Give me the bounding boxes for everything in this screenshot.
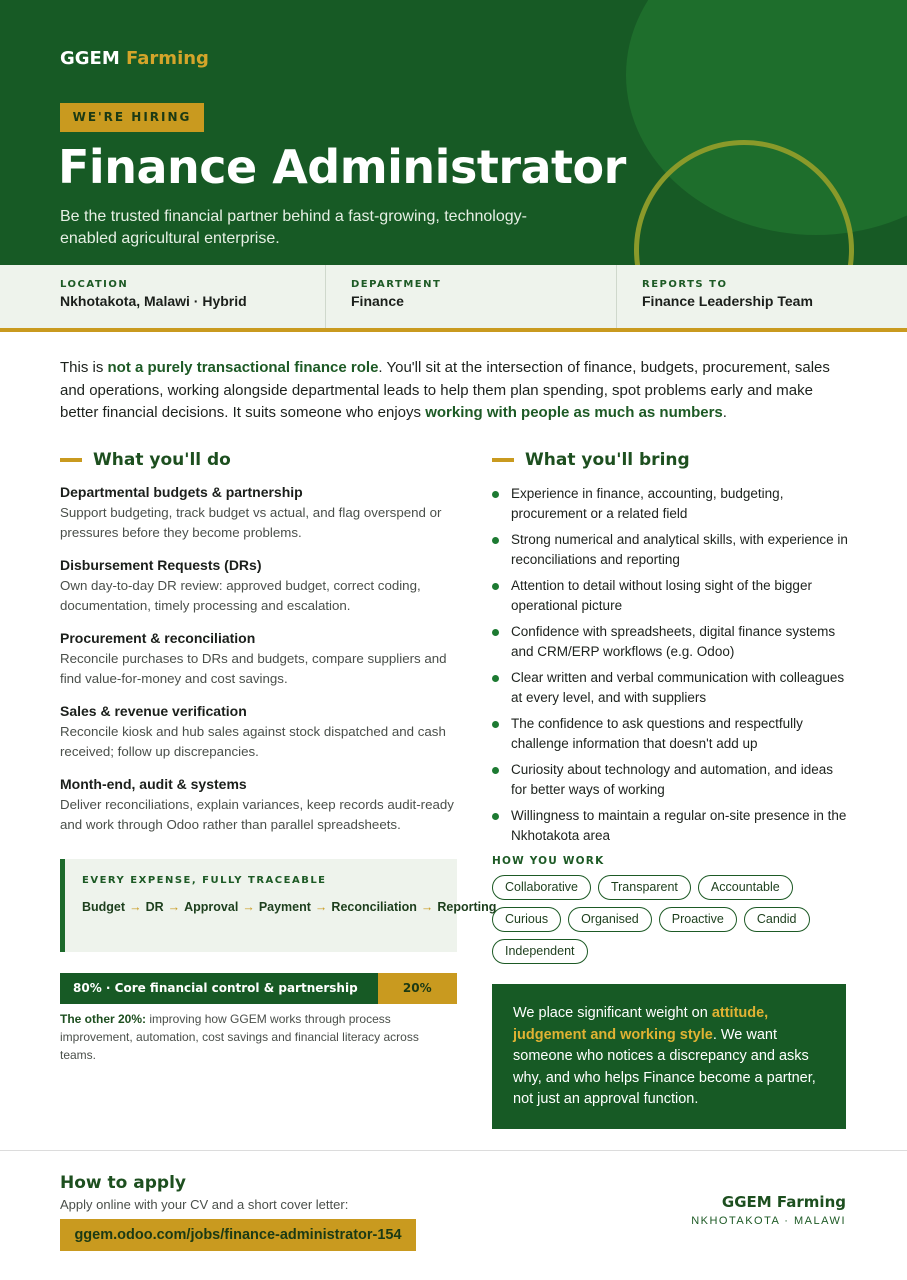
bring-heading	[492, 450, 690, 470]
arrow-icon: →	[314, 900, 328, 914]
duty-title: Month-end, audit & systems	[60, 776, 247, 792]
trait-chip: Collaborative	[492, 875, 591, 900]
bullet-icon	[492, 813, 499, 820]
intro-highlight: working with people as much as numbers	[425, 404, 723, 421]
duty-item	[60, 557, 455, 616]
traceability-label: EVERY EXPENSE, FULLY TRACEABLE	[82, 875, 327, 886]
bring-item	[492, 668, 852, 707]
flow-step: Payment	[258, 900, 311, 914]
bring-item-text: The confidence to ask questions and respectfully challenge information that doesn't add up	[511, 716, 803, 751]
bring-list	[492, 484, 852, 852]
how-you-work-chips	[492, 875, 852, 964]
trait-chip: Candid	[744, 907, 810, 932]
bullet-icon	[492, 721, 499, 728]
other-note	[60, 1010, 455, 1064]
bring-item	[492, 576, 852, 615]
duty-desc: Reconcile purchases to DRs and budgets, compare suppliers and find value-for-money and cost savings.	[60, 651, 447, 686]
split-main: 80% · Core financial control & partnership	[60, 973, 378, 1004]
intro-text: This is	[60, 359, 108, 376]
hiring-badge: WE'RE HIRING	[60, 103, 204, 132]
duty-desc: Reconcile kiosk and hub sales against stock dispatched and cash received; follow up discrepancies.	[60, 724, 446, 759]
apply-description: Apply online with your CV and a short cover letter:	[60, 1197, 349, 1212]
duties-list	[60, 484, 455, 849]
bring-item	[492, 714, 852, 753]
trait-chip: Accountable	[698, 875, 793, 900]
traceability-flow	[82, 896, 497, 918]
duty-item	[60, 703, 455, 762]
info-label: REPORTS TO	[642, 279, 728, 290]
bring-item-text: Clear written and verbal communication with colleagues at every level, and with suppliers	[511, 670, 845, 705]
trait-chip: Curious	[492, 907, 561, 932]
duty-title: Sales & revenue verification	[60, 703, 247, 719]
arrow-icon: →	[242, 900, 255, 914]
time-split-bar	[60, 973, 457, 1004]
job-subtitle: Be the trusted financial partner behind a fast-growing, technology-enabled agricultural enterprise.	[60, 208, 527, 247]
bring-heading-text: What you'll bring	[525, 450, 690, 470]
brand-accent: Farming	[126, 48, 209, 69]
trait-chip: Proactive	[659, 907, 737, 932]
bring-item	[492, 760, 852, 799]
flow-step: Budget	[82, 900, 126, 914]
callout-text: . We want someone who notices a discrepancy and asks why, and who helps Finance become a partner, not just an approval function.	[513, 1026, 816, 1107]
duty-desc: Deliver reconciliations, explain variances, keep records audit-ready and work through Odoo rather than parallel spreadsheets.	[60, 797, 454, 832]
trait-chip: Organised	[568, 907, 652, 932]
info-strip	[0, 265, 907, 332]
intro-highlight: not a purely transactional finance role	[107, 359, 379, 376]
heading-bar	[60, 458, 82, 462]
duty-desc: Support budgeting, track budget vs actual, and flag overspend or pressures before they become problems.	[60, 505, 442, 540]
arrow-icon: →	[167, 900, 181, 914]
footer-location: NKHOTAKOTA · MALAWI	[691, 1215, 846, 1227]
flow-step: Reconciliation	[331, 900, 417, 914]
bring-item	[492, 622, 852, 661]
footer-brand: GGEM Farming	[721, 1193, 846, 1211]
duty-title: Procurement & reconciliation	[60, 630, 256, 646]
duties-heading	[60, 450, 231, 470]
bring-item	[492, 484, 852, 523]
other-note-bold: The other 20%:	[60, 1012, 147, 1026]
brand-logo	[60, 48, 209, 69]
info-reports-to	[642, 265, 907, 328]
duty-item	[60, 484, 455, 543]
bullet-icon	[492, 629, 499, 636]
info-divider	[325, 265, 326, 328]
duty-title: Disbursement Requests (DRs)	[60, 557, 262, 573]
bullet-icon	[492, 537, 499, 544]
info-location	[60, 265, 325, 328]
other-note-text: improving how GGEM works through process improvement, automation, cost savings and financial literacy across teams.	[60, 1012, 419, 1062]
bullet-icon	[492, 491, 499, 498]
arrow-icon: →	[129, 900, 142, 914]
intro-text: . You'll sit at the intersection of finance, budgets, procurement, sales and operations, working alongside departmental leads to help them plan spending, spot problems early and make better financial decisions. It suits someone who enjoys	[60, 359, 830, 421]
intro-paragraph	[60, 357, 850, 425]
callout-text: We place significant weight on	[513, 1005, 712, 1021]
info-value: Nkhotakota, Malawi · Hybrid	[60, 293, 247, 309]
trait-chip: Independent	[492, 939, 588, 964]
bring-item	[492, 806, 852, 845]
apply-heading: How to apply	[60, 1173, 186, 1193]
how-you-work-label: HOW YOU WORK	[492, 855, 605, 867]
bring-item-text: Curiosity about technology and automation, and ideas for better ways of working	[511, 762, 833, 797]
heading-bar	[492, 458, 514, 462]
bullet-icon	[492, 675, 499, 682]
apply-link[interactable]: ggem.odoo.com/jobs/finance-administrator-154	[60, 1219, 416, 1251]
info-label: LOCATION	[60, 279, 129, 290]
info-value: Finance	[351, 293, 404, 309]
bring-item-text: Strong numerical and analytical skills, with experience in reconciliations and reporting	[511, 532, 848, 567]
duty-item	[60, 776, 455, 835]
duty-desc: Own day-to-day DR review: approved budget, correct coding, documentation, timely processing and escalation.	[60, 578, 421, 613]
flow-step: DR	[145, 900, 164, 914]
trait-chip: Transparent	[598, 875, 691, 900]
bring-item-text: Experience in finance, accounting, budgeting, procurement or a related field	[511, 486, 784, 521]
duties-heading-text: What you'll do	[93, 450, 231, 470]
brand-main: GGEM	[60, 48, 120, 69]
info-value: Finance Leadership Team	[642, 293, 813, 309]
info-department	[351, 265, 616, 328]
bring-item-text: Willingness to maintain a regular on-site presence in the Nkhotakota area	[511, 808, 847, 843]
footer-divider	[0, 1150, 907, 1151]
bullet-icon	[492, 583, 499, 590]
attitude-callout	[492, 984, 846, 1129]
split-other: 20%	[378, 973, 457, 1004]
info-divider	[616, 265, 617, 328]
hero-header	[0, 0, 907, 265]
duty-item	[60, 630, 455, 689]
callout-highlight: attitude, judgement and working style	[513, 1005, 769, 1043]
flow-step: Reporting	[437, 900, 497, 914]
info-label: DEPARTMENT	[351, 279, 442, 290]
bring-item-text: Confidence with spreadsheets, digital finance systems and CRM/ERP workflows (e.g. Odoo)	[511, 624, 836, 659]
arrow-icon: →	[420, 900, 434, 914]
bring-item	[492, 530, 852, 569]
traceability-box	[60, 859, 497, 952]
duty-title: Departmental budgets & partnership	[60, 484, 303, 500]
flow-step: Approval	[184, 900, 239, 914]
bring-item-text: Attention to detail without losing sight of the bigger operational picture	[511, 578, 812, 613]
job-title: Finance Administrator	[58, 140, 626, 194]
intro-text: .	[722, 404, 727, 421]
bullet-icon	[492, 767, 499, 774]
